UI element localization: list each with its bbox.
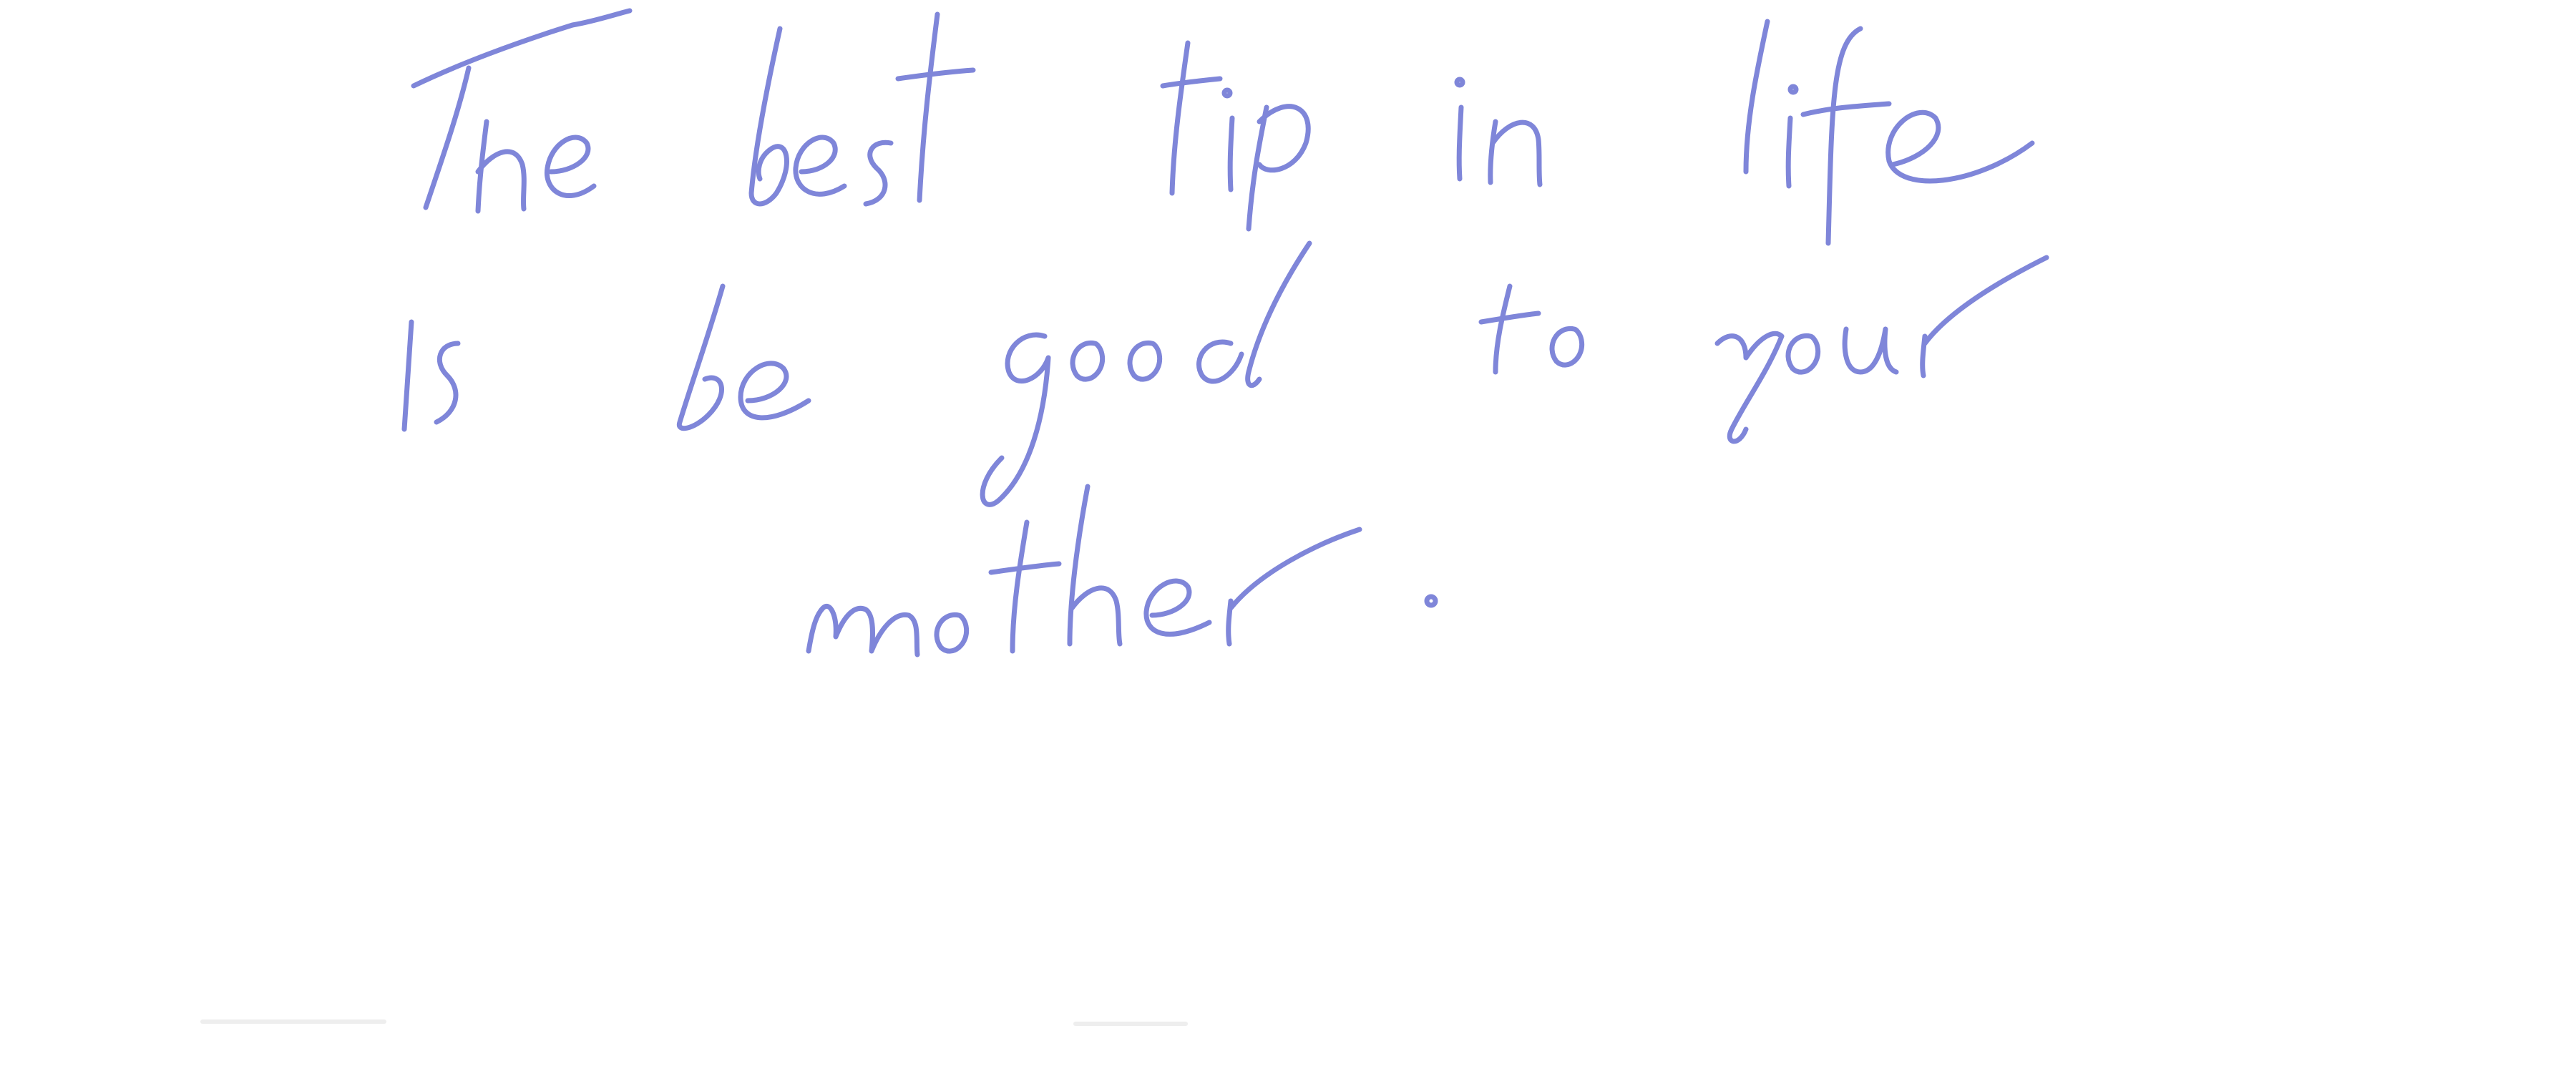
note-line-3 <box>794 465 1512 656</box>
paper-smudge-left <box>200 1019 386 1024</box>
note-line-2 <box>401 236 2352 436</box>
paper-smudge-right <box>1073 1022 1188 1026</box>
note-line-1 <box>401 7 2370 215</box>
